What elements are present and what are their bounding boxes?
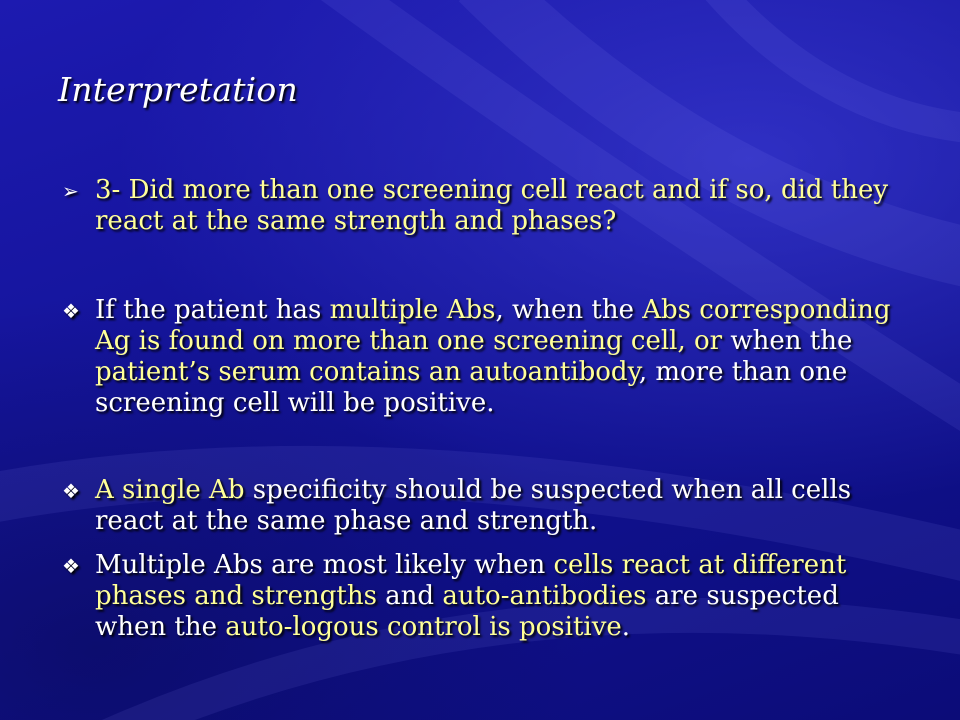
text-segment-highlight: auto-antibodies: [442, 581, 647, 611]
text-segment: are suspected when the: [95, 581, 839, 642]
text-segment: when the: [730, 326, 853, 356]
text-segment-highlight: A single Ab: [95, 475, 253, 505]
text-segment-highlight: patient’s serum contains an autoantibody: [95, 357, 639, 387]
text-segment: 3- Did more than one screening cell react and if so, did they react at the same strength and phases?: [95, 175, 889, 236]
question-bullet: [62, 175, 902, 237]
arrow-bullet-icon: ➢: [62, 179, 79, 203]
text-segment: .: [621, 612, 631, 642]
diamond-bullet-icon: ❖: [62, 554, 80, 578]
text-segment: and: [376, 581, 443, 611]
text-segment: If the patient has: [95, 295, 330, 325]
bullet-text: [95, 475, 902, 537]
list-item: [62, 550, 902, 643]
text-segment-highlight: Abs corresponding Ag is found on more than one screening cell, or: [95, 295, 891, 356]
text-segment: , more than one screening cell will be positive.: [95, 357, 848, 418]
text-segment-highlight: multiple Abs: [329, 295, 496, 325]
bullet-text: [95, 550, 902, 643]
diamond-bullet-icon: ❖: [62, 479, 80, 503]
text-segment: , when the: [495, 295, 643, 325]
text-segment-highlight: auto-logous control is positive: [225, 612, 622, 642]
diamond-bullet-icon: ❖: [62, 299, 80, 323]
question-text: [95, 175, 902, 237]
bullet-text: [95, 295, 902, 419]
text-segment: specificity should be suspected when all cells react at the same phase and strength.: [95, 475, 852, 536]
slide-title: Interpretation: [58, 70, 298, 109]
text-segment-highlight: cells react at different phases and strengths: [95, 550, 847, 611]
list-item: [62, 475, 902, 537]
list-item: [62, 295, 902, 419]
text-segment: Multiple Abs are most likely when: [95, 550, 554, 580]
